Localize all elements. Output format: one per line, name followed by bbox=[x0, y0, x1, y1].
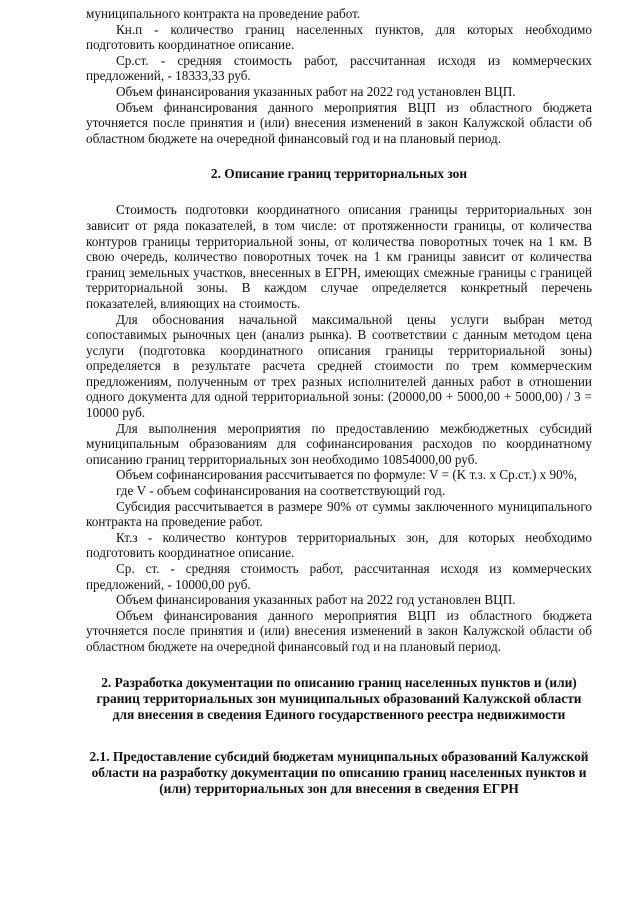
paragraph: Объем финансирования данного мероприятия ВЦП из областного бюджета уточняется после принятия и (или) внесения изменений в закон Калужской области об областном бюджете на очередной финансовый год и на плановый период. bbox=[86, 607, 592, 654]
paragraph: муниципального контракта на проведение работ. bbox=[86, 6, 361, 21]
subsection-heading: 2.1. Предоставление субсидий бюджетам муниципальных образований Калужской области на разработку документации по описанию границ населенных пунктов и (или) территориальных зон для внесения в сведения ЕГРН bbox=[89, 748, 589, 796]
paragraph: Ср.ст. - средняя стоимость работ, рассчитанная исходя из коммерческих предложений, - 18333,33 руб. bbox=[86, 52, 592, 84]
section-heading: 2. Разработка документации по описанию границ населенных пунктов и (или) границ территориальных зон муниципальных образований Калужской области для внесения в сведения Единого государственного реестра недвижимости bbox=[96, 674, 582, 722]
paragraph: Субсидия рассчитывается в размере 90% от суммы заключенного муниципального контракта на проведение работ. bbox=[86, 498, 592, 530]
spacer bbox=[86, 655, 592, 675]
paragraph: Объем финансирования указанных работ на 2022 год установлен ВЦП. bbox=[116, 592, 516, 608]
spacer bbox=[86, 146, 592, 166]
paragraph: Объем софинансирования рассчитывается по формуле: V = (K т.з. x Ср.ст.) x 90%, bbox=[116, 467, 577, 483]
paragraph: Стоимость подготовки координатного описания границы территориальных зон зависит от ряда показателей, в том числе: от протяженности границы, от количества контуров границы территориальной зоны, от количества поворотных точек на 1 км. В свою очередь, количество поворотных точек на 1 км границы зависит от количества границ земельных участков, внесенных в ЕГРН, имеющих смежные границы с границей территориальной зоны. В каждом случае определяется конкретный перечень показателей, влияющих на стоимость. bbox=[86, 202, 592, 311]
paragraph: Кн.п - количество границ населенных пунктов, для которых необходимо подготовить координатное описание. bbox=[86, 21, 592, 53]
paragraph: где V - объем софинансирования на соответствующий год. bbox=[116, 483, 446, 499]
paragraph: Объем финансирования указанных работ на 2022 год установлен ВЦП. bbox=[116, 83, 516, 99]
spacer bbox=[86, 723, 592, 749]
paragraph: Объем финансирования данного мероприятия ВЦП из областного бюджета уточняется после принятия и (или) внесения изменений в закон Калужской области об областном бюджете на очередной финансовый год и на плановый период. bbox=[86, 99, 592, 146]
section-heading: 2. Описание границ территориальных зон bbox=[210, 166, 468, 182]
document-page bbox=[86, 6, 592, 797]
spacer bbox=[86, 182, 592, 202]
paragraph: Для выполнения мероприятия по предоставлению межбюджетных субсидий муниципальным образованиям для софинансирования расходов по координатному описанию границ территориальных зон необходимо 10854000,00 руб. bbox=[86, 420, 592, 467]
paragraph: Ср. ст. - средняя стоимость работ, рассчитанная исходя из коммерческих предложений, - 10000,00 руб. bbox=[86, 561, 592, 592]
paragraph: Кт.з - количество контуров территориальных зон, для которых необходимо подготовить координатное описание. bbox=[86, 529, 592, 561]
paragraph: Для обоснования начальной максимальной цены услуги выбран метод сопоставимых рыночных цен (анализ рынка). В соответствии с данным методом цена услуги (подготовка координатного описания границы территориальной зоны) определяется в результате расчета средней стоимости по трем коммерческим предложениям, полученным от трех разных исполнителей данных работ в отношении одного документа для одной территориальной зоны: (20000,00 + 5000,00 + 5000,00) / 3 = 10000 руб. bbox=[86, 311, 592, 421]
